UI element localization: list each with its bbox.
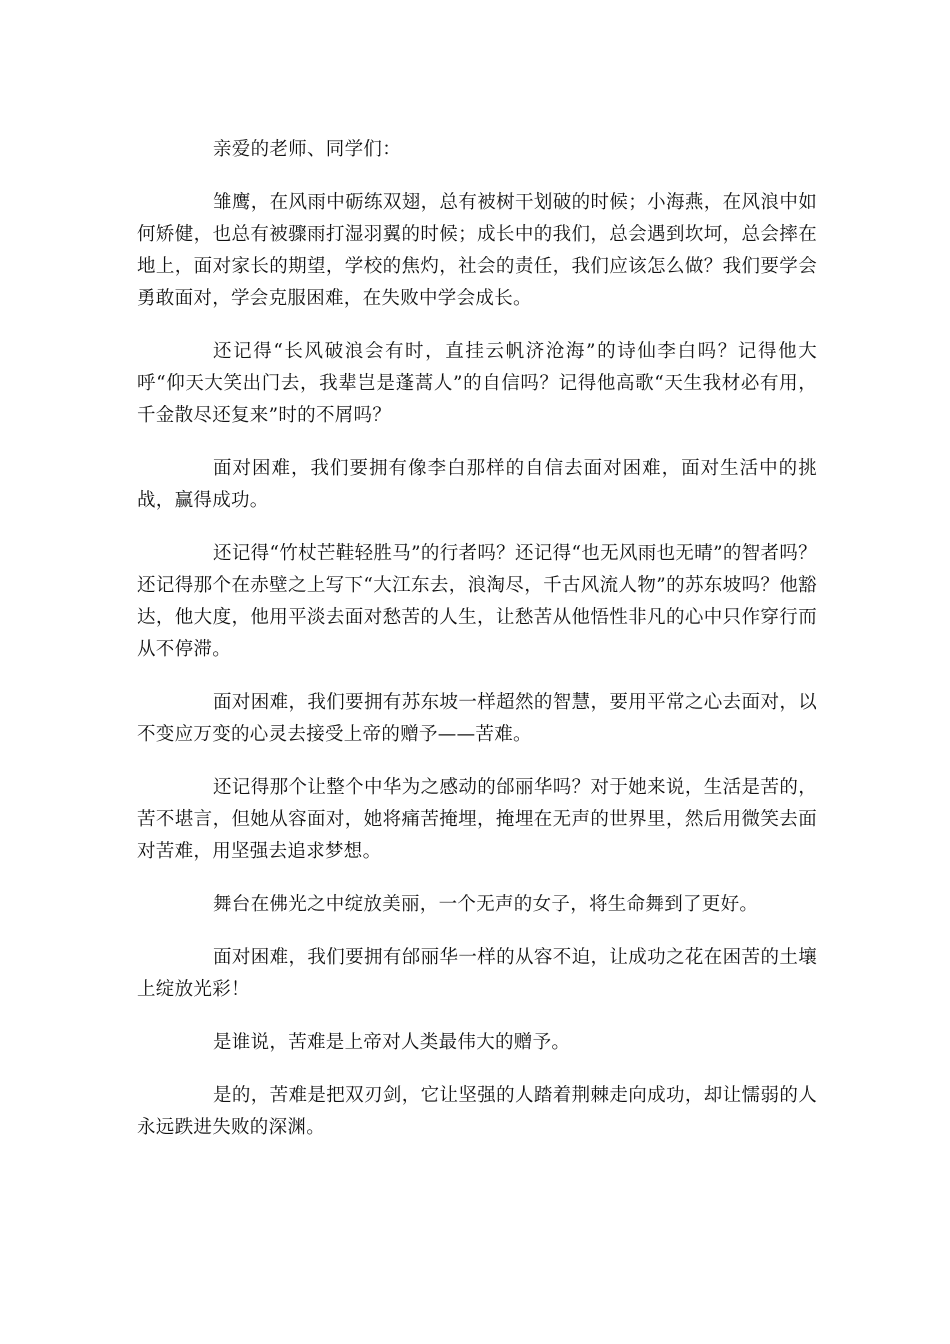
paragraph: 还记得“竹杖芒鞋轻胜马”的行者吗？还记得“也无风雨也无晴”的智者吗？还记得那个在赤壁之上写下“大江东去，浪淘尽，千古风流人物”的苏东坡吗？他豁达，他大度，他用平淡去面对愁苦的人生，让愁苦从他悟性非凡的心中只作穿行而从不停滞。: [137, 543, 817, 660]
paragraph: 舞台在佛光之中绽放美丽，一个无声的女子，将生命舞到了更好。: [213, 894, 759, 915]
paragraph: 是谁说，苦难是上帝对人类最伟大的赠予。: [213, 1032, 571, 1053]
paragraph: 面对困难，我们要拥有邰丽华一样的从容不迫，让成功之花在困苦的土壤上绽放光彩！: [137, 947, 817, 1000]
paragraph: 面对困难，我们要拥有像李白那样的自信去面对困难，面对生活中的挑战，赢得成功。: [137, 458, 817, 511]
paragraph: 是的，苦难是把双刃剑，它让坚强的人踏着荆棘走向成功，却让懦弱的人永远跌进失败的深渊。: [137, 1085, 817, 1138]
document-body: [137, 134, 817, 1165]
paragraph: 还记得那个让整个中华为之感动的邰丽华吗？对于她来说，生活是苦的，苦不堪言，但她从容面对，她将痛苦掩埋，掩埋在无声的世界里，然后用微笑去面对苦难，用坚强去追求梦想。: [137, 777, 817, 862]
greeting: 亲爱的老师、同学们：: [213, 139, 402, 160]
paragraph: 面对困难，我们要拥有苏东坡一样超然的智慧，要用平常之心去面对，以不变应万变的心灵去接受上帝的赠予——苦难。: [137, 692, 817, 745]
paragraph: 还记得“长风破浪会有时，直挂云帆济沧海”的诗仙李白吗？记得他大呼“仰天大笑出门去，我辈岂是蓬蒿人”的自信吗？记得他高歌“天生我材必有用，千金散尽还复来”时的不屑吗？: [137, 341, 817, 426]
paragraph: 雏鹰，在风雨中砺练双翅，总有被树干划破的时候；小海燕，在风浪中如何矫健，也总有被骤雨打湿羽翼的时候；成长中的我们，总会遇到坎坷，总会摔在地上，面对家长的期望，学校的焦灼，社会的责任，我们应该怎么做？我们要学会勇敢面对，学会克服困难，在失败中学会成长。: [137, 192, 817, 309]
